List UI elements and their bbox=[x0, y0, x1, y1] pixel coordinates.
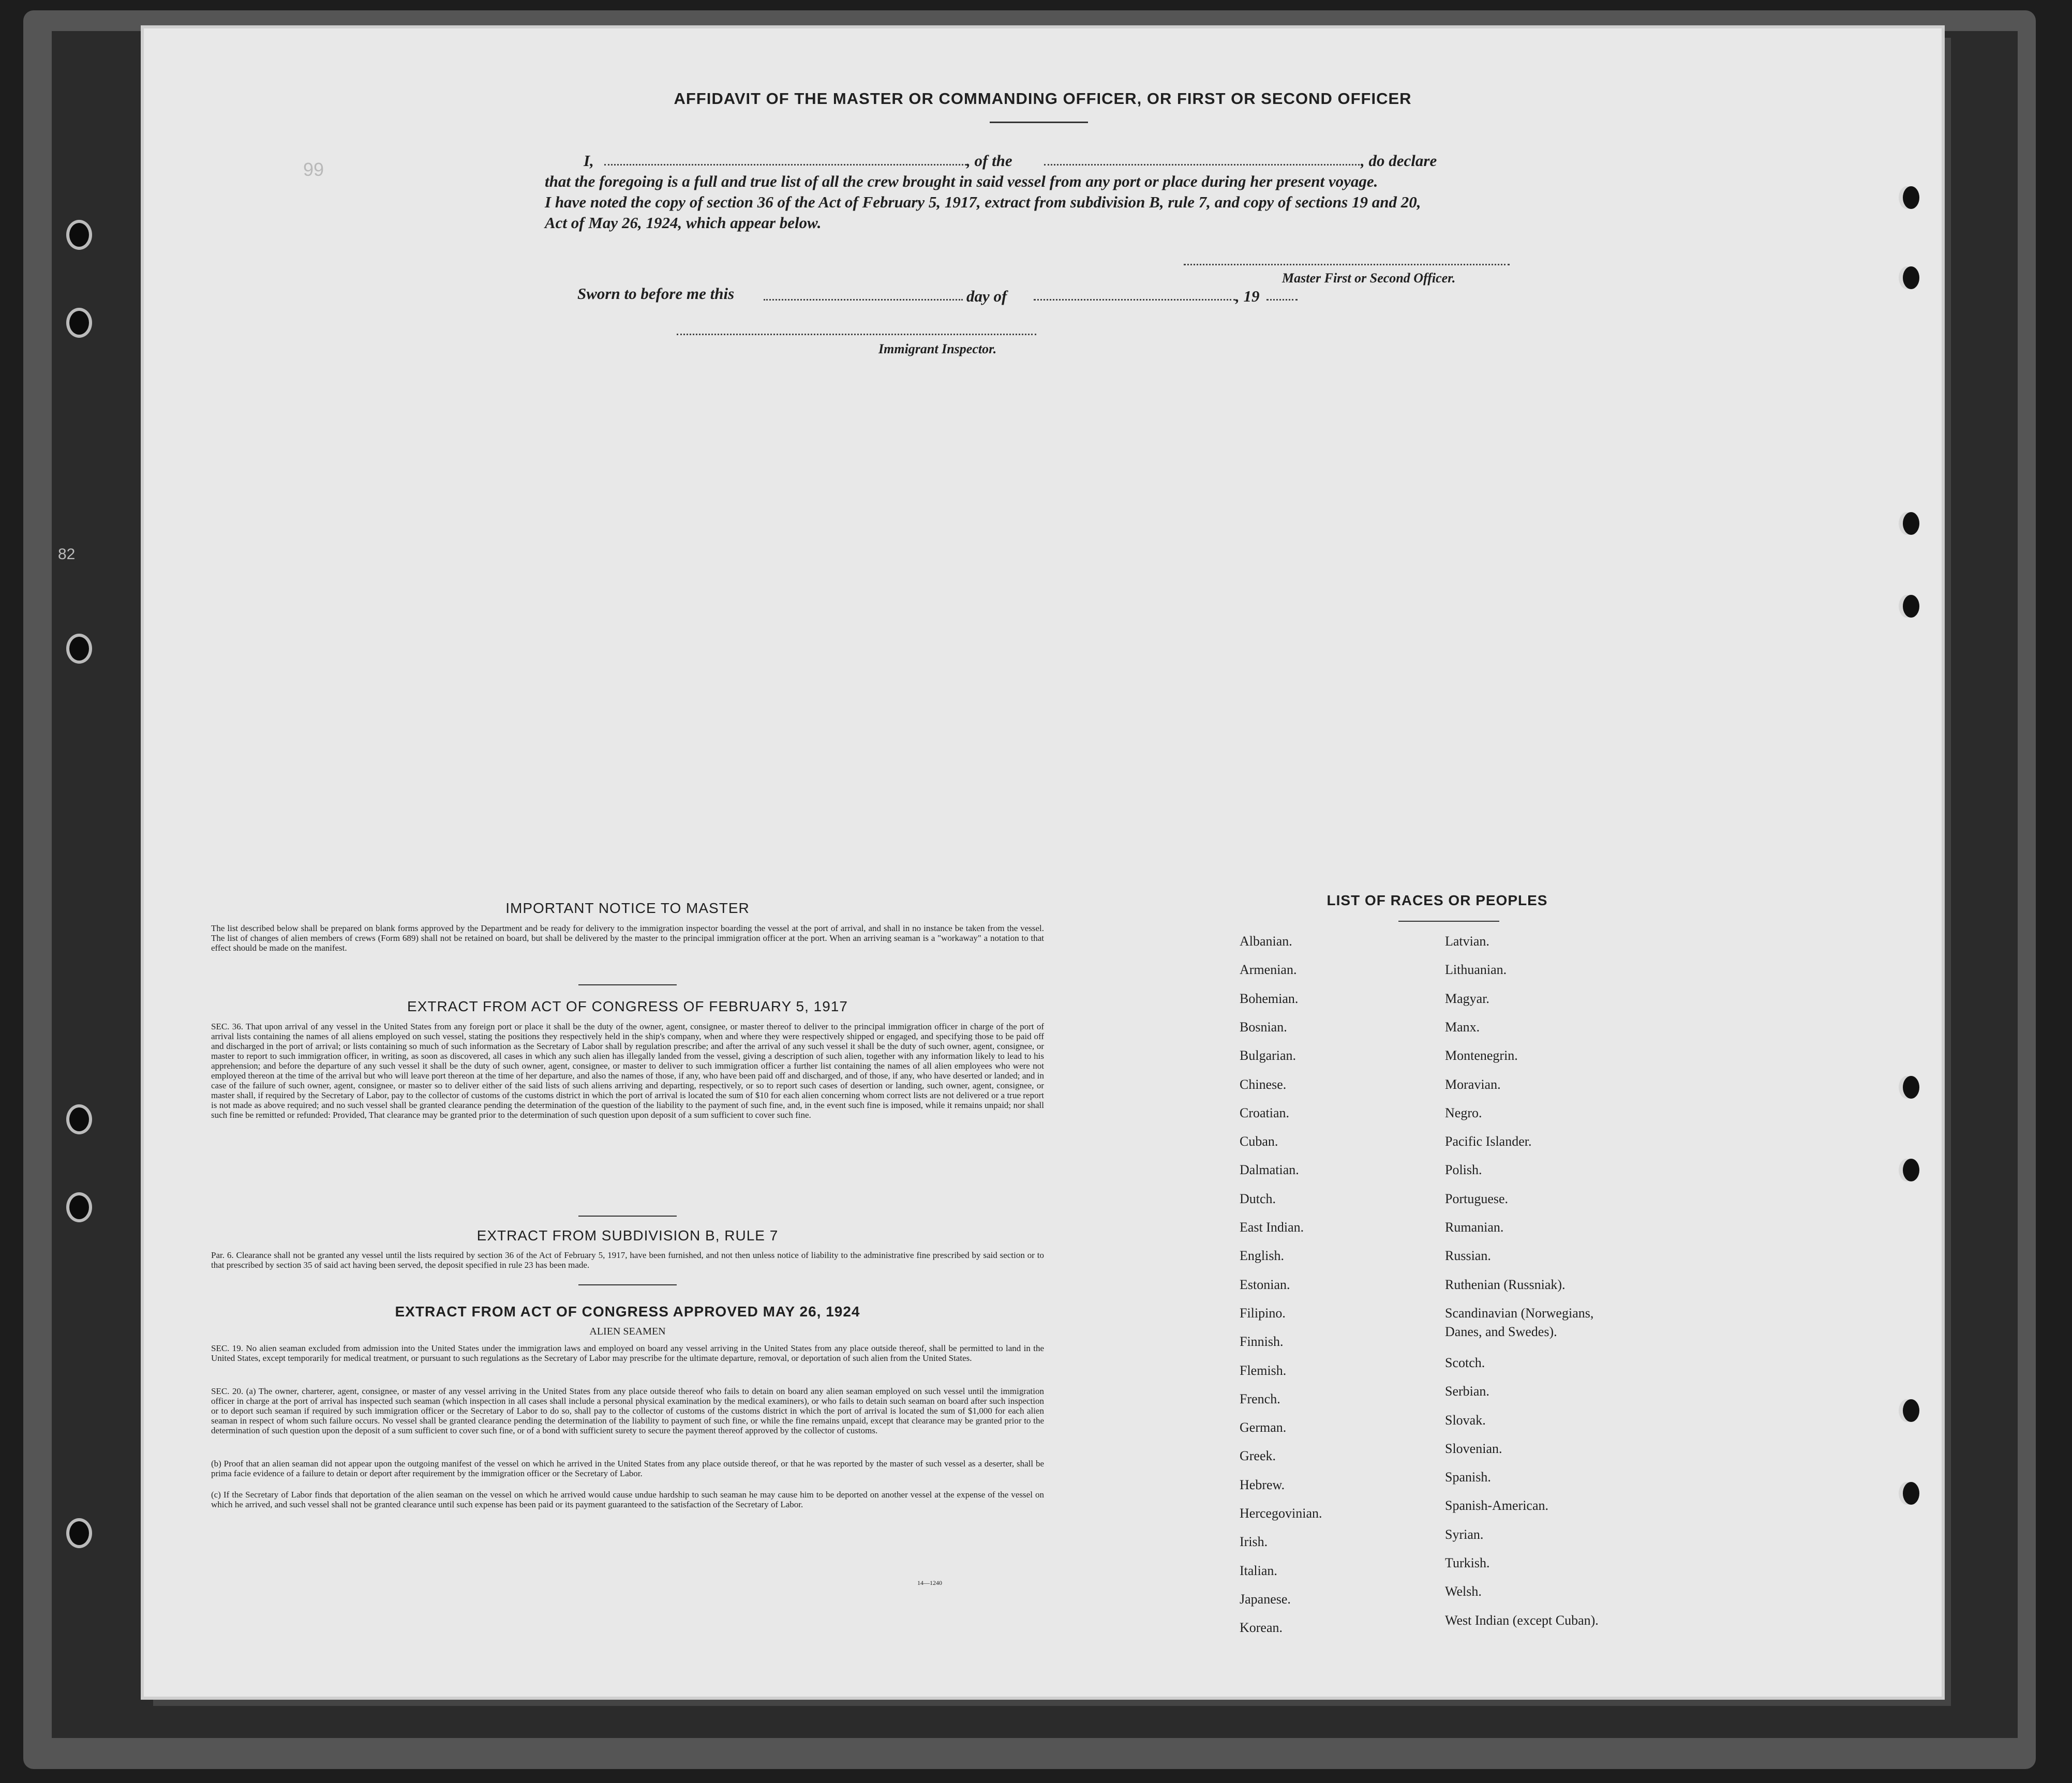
race-item: Danes, and Swedes). bbox=[1445, 1324, 1557, 1339]
sworn-day-blank[interactable] bbox=[764, 299, 963, 301]
race-item: Flemish. bbox=[1240, 1362, 1287, 1378]
extract-rule7-title: EXTRACT FROM SUBDIVISION B, RULE 7 bbox=[476, 1227, 779, 1243]
race-item: Slovak. bbox=[1445, 1412, 1486, 1428]
race-item: Russian. bbox=[1445, 1248, 1491, 1264]
extract-1924-title: EXTRACT FROM ACT OF CONGRESS APPROVED MAY 26, 1924 bbox=[395, 1303, 860, 1320]
affidavit-line-4: Act of May 26, 1924, which appear below. bbox=[545, 214, 822, 232]
section-divider bbox=[578, 984, 677, 985]
race-item: Welsh. bbox=[1445, 1584, 1482, 1599]
binder-hole bbox=[66, 220, 92, 250]
race-item: Turkish. bbox=[1445, 1555, 1490, 1570]
race-item: Armenian. bbox=[1240, 962, 1297, 978]
punch-hole bbox=[1903, 1399, 1919, 1422]
page-number-mark: 99 bbox=[303, 159, 324, 180]
race-item: Slovenian. bbox=[1445, 1441, 1502, 1456]
race-item: Bohemian. bbox=[1240, 991, 1299, 1006]
affidavit-i: I, bbox=[584, 152, 594, 170]
race-item: Hercegovinian. bbox=[1240, 1506, 1322, 1521]
binder-hole bbox=[66, 1192, 92, 1222]
binder-hole bbox=[66, 308, 92, 338]
affidavit-line-2: that the foregoing is a full and true list of all the crew brought in said vessel from any port or place during her present voyage. bbox=[545, 172, 1378, 190]
race-item: Pacific Islander. bbox=[1445, 1134, 1532, 1149]
race-item: Croatian. bbox=[1240, 1105, 1290, 1120]
section-divider bbox=[578, 1284, 677, 1285]
race-item: Italian. bbox=[1240, 1563, 1277, 1578]
race-item: Latvian. bbox=[1445, 934, 1489, 949]
race-item: Moravian. bbox=[1445, 1076, 1501, 1092]
race-item: Scandinavian (Norwegians, bbox=[1445, 1305, 1594, 1321]
race-item: Cuban. bbox=[1240, 1134, 1278, 1149]
race-item: Spanish. bbox=[1445, 1470, 1491, 1485]
inspector-caption: Immigrant Inspector. bbox=[878, 341, 997, 356]
year-label: , 19 bbox=[1235, 287, 1260, 305]
race-item: Albanian. bbox=[1240, 934, 1292, 949]
sec-20a-body: SEC. 20. (a) The owner, charterer, agent, consignee, or master of any vessel arriving in the United States from any place outside thereof who fails to detain on board any alien seaman employed on such vessel until the immigration officer in charge at the port of arrival has inspected such seaman (which inspection in all cases shall include a personal physical examination by the medical examiners), or who fails to detain such seaman on board after such inspection or to deport such seaman if required by such immigration officer or the Secretary of Labor to do so, shall pay to the collector of customs of the customs district in which the port of arrival is located the sum of $1,000 for each alien seaman in respect of whom such failure occurs. No vessel shall be granted clearance pending the determination of the liability to payment of such fine, or while the fine remains unpaid, except that clearance may be granted prior to the determination of such question upon the deposit of a sum sufficient to cover such fine, or of a bond with sufficient surety to secure the payment thereof approved by the collector of customs. bbox=[211, 1386, 1044, 1435]
race-item: Dalmatian. bbox=[1240, 1162, 1299, 1178]
race-item: East Indian. bbox=[1240, 1220, 1304, 1235]
alien-seamen-subtitle: ALIEN SEAMEN bbox=[589, 1326, 666, 1337]
race-item: Spanish-American. bbox=[1445, 1498, 1549, 1514]
punch-hole bbox=[1903, 186, 1919, 209]
name-blank[interactable] bbox=[604, 164, 966, 166]
extract-1917-body: SEC. 36. That upon arrival of any vessel in the United States from any foreign port or place it shall be the duty of the owner, agent, consignee, or master thereof to deliver to the principal immigration officer in charge of the port of arrival lists containing the names of all aliens employed on such vessel, stating the positions they respectively held in the ship's company, when and where they were respectively shipped or engaged, and specifying those to be paid off and discharged in the port of arrival; or lists containing so much of such information as the Secretary of Labor shall by regulation prescribe; and after the arrival of any such vessel it shall be the duty of such owner, agent, consignee, or master to report to such immigration officer, in writing, as soon as discovered, all cases in which any such alien has illegally landed from the vessel, giving a description of such alien, together with any information likely to lead to his apprehension; and before the departure of any such vessel it shall be the duty of such owner, agent, consignee, or master to deliver to such immigration officer a further list containing the names of all alien employees who were not employed thereon at the time of the arrival but who will leave port thereon at the time of her departure, and also the names of those, if any, who have been paid off and discharged, and of those, if any, who have deserted or landed; and in case of the failure of such owner, agent, consignee, or master so to deliver either of the said lists of such aliens arriving and departing, respectively, or so to report such cases of desertion or landing, such owner, agent, consignee, or master shall, if required by the Secretary of Labor, pay to the collector of customs of the customs district in which the port of arrival is located the sum of $10 for each alien concerning whom correct lists are not delivered or a true report is not made as above required; and no such vessel shall be granted clearance pending the determination of the question of the liability to the payment of such fine, and, in the event such fine is imposed, while it remains unpaid; nor shall such fine be remitted or refunded: Provided, That clearance may be granted prior to the determination of such question upon deposit of a sum sufficient to cover such fine. bbox=[211, 1022, 1044, 1120]
sec-20c-body: (c) If the Secretary of Labor finds that deportation of the alien seaman on the vessel on which he arrived would cause undue hardship to such seaman he may cause him to be deported on another vessel at the expense of the vessel on which he arrived, and such vessel shall not be granted clearance until such expense has been paid or its payment guaranteed to the satisfaction of the Secretary of Labor. bbox=[211, 1490, 1044, 1509]
race-item: Greek. bbox=[1240, 1448, 1276, 1464]
race-item: Bulgarian. bbox=[1240, 1048, 1296, 1063]
race-item: Japanese. bbox=[1240, 1591, 1291, 1607]
affidavit-line-3: I have noted the copy of section 36 of the Act of February 5, 1917, extract from subdivision B, rule 7, and copy of sections 19 and 20, bbox=[545, 193, 1421, 211]
binder-hole bbox=[66, 1518, 92, 1548]
race-item: Estonian. bbox=[1240, 1277, 1290, 1292]
races-divider bbox=[1398, 921, 1499, 922]
race-item: Chinese. bbox=[1240, 1076, 1287, 1092]
race-item: Polish. bbox=[1445, 1162, 1482, 1178]
race-item: French. bbox=[1240, 1391, 1280, 1406]
section-divider bbox=[578, 1216, 677, 1217]
races-title: LIST OF RACES OR PEOPLES bbox=[1326, 892, 1548, 908]
sec-19-body: SEC. 19. No alien seaman excluded from admission into the United States under the immigration laws and employed on board any vessel arriving in the United States from any place outside thereof, shall be permitted to land in the United States, except temporarily for medical treatment, or pursuant to such regulations as the Secretary of Labor may prescribe for the ultimate departure, removal, or deportation of such alien from the United States. bbox=[211, 1343, 1044, 1363]
sworn-year-blank[interactable] bbox=[1266, 299, 1298, 301]
punch-hole bbox=[1903, 595, 1919, 618]
extract-rule7-body: Par. 6. Clearance shall not be granted any vessel until the lists required by section 36 of the Act of February 5, 1917, have been furnished, and not then unless notice of liability to the administrative fine prescribed by said section or to that prescribed by section 35 of said act having been served, the deposit specified in rule 23 has been made. bbox=[211, 1250, 1044, 1270]
race-item: Dutch. bbox=[1240, 1191, 1276, 1206]
race-item: Ruthenian (Russniak). bbox=[1445, 1277, 1566, 1292]
master-signature-line[interactable] bbox=[1184, 264, 1510, 265]
punch-hole bbox=[1903, 1076, 1919, 1099]
race-item: Lithuanian. bbox=[1445, 962, 1507, 978]
race-item: Scotch. bbox=[1445, 1355, 1485, 1370]
affidavit-do-declare: , do declare bbox=[1361, 152, 1437, 170]
race-item: German. bbox=[1240, 1420, 1287, 1435]
document-page bbox=[144, 28, 1942, 1697]
punch-hole bbox=[1903, 266, 1919, 289]
binder-hole bbox=[66, 634, 92, 664]
title-divider bbox=[990, 122, 1088, 123]
vessel-blank[interactable] bbox=[1044, 164, 1360, 166]
day-of-label: day of bbox=[966, 287, 1007, 305]
sec-20b-body: (b) Proof that an alien seaman did not appear upon the outgoing manifest of the vessel on which he arrived in the United States from any place outside thereof, or that he was reported by the master of such vessel as a deserter, shall be prima facie evidence of a failure to detain or deport after requirement by the immigration officer or the Secretary of Labor. bbox=[211, 1459, 1044, 1478]
race-item: Rumanian. bbox=[1445, 1220, 1504, 1235]
race-item: Filipino. bbox=[1240, 1305, 1286, 1321]
affidavit-of-the: , of the bbox=[966, 152, 1012, 170]
race-item: Finnish. bbox=[1240, 1334, 1284, 1350]
race-item: Portuguese. bbox=[1445, 1191, 1509, 1206]
form-number: 14—1240 bbox=[917, 1579, 942, 1586]
race-item: Manx. bbox=[1445, 1019, 1480, 1035]
master-caption: Master First or Second Officer. bbox=[1282, 271, 1456, 286]
race-item: Hebrew. bbox=[1240, 1477, 1285, 1492]
punch-hole bbox=[1903, 1159, 1919, 1181]
race-item: Irish. bbox=[1240, 1534, 1268, 1550]
race-item: Bosnian. bbox=[1240, 1019, 1287, 1035]
race-item: Negro. bbox=[1445, 1105, 1482, 1120]
punch-hole bbox=[1903, 512, 1919, 535]
punch-hole bbox=[1903, 1482, 1919, 1505]
inspector-signature-line[interactable] bbox=[677, 334, 1036, 335]
affidavit-title: AFFIDAVIT OF THE MASTER OR COMMANDING OFFICER, OR FIRST OR SECOND OFFICER bbox=[674, 89, 1412, 108]
sworn-label: Sworn to before me this bbox=[577, 284, 735, 303]
race-item: Montenegrin. bbox=[1445, 1048, 1518, 1063]
binder-hole bbox=[66, 1104, 92, 1134]
notice-title: IMPORTANT NOTICE TO MASTER bbox=[505, 900, 750, 916]
sworn-month-blank[interactable] bbox=[1034, 299, 1235, 301]
race-item: Korean. bbox=[1240, 1620, 1283, 1636]
notice-body: The list described below shall be prepared on blank forms approved by the Department and be ready for delivery to the immigration inspector boarding the vessel at the port of arrival, and shall in no instance be taken from the vessel. The list of changes of alien members of crews (Form 689) shall not be retained on board, but shall be delivered by the master to the principal immigration officer at the port. When an arriving seaman is a "workaway" a notation to that effect should be made on the manifest. bbox=[211, 923, 1044, 953]
race-item: English. bbox=[1240, 1248, 1284, 1264]
extract-1917-title: EXTRACT FROM ACT OF CONGRESS OF FEBRUARY 5, 1917 bbox=[407, 998, 848, 1014]
margin-mark: 82 bbox=[58, 546, 76, 563]
race-item: West Indian (except Cuban). bbox=[1445, 1612, 1599, 1628]
race-item: Magyar. bbox=[1445, 991, 1489, 1006]
race-item: Serbian. bbox=[1445, 1384, 1489, 1399]
race-item: Syrian. bbox=[1445, 1526, 1484, 1542]
